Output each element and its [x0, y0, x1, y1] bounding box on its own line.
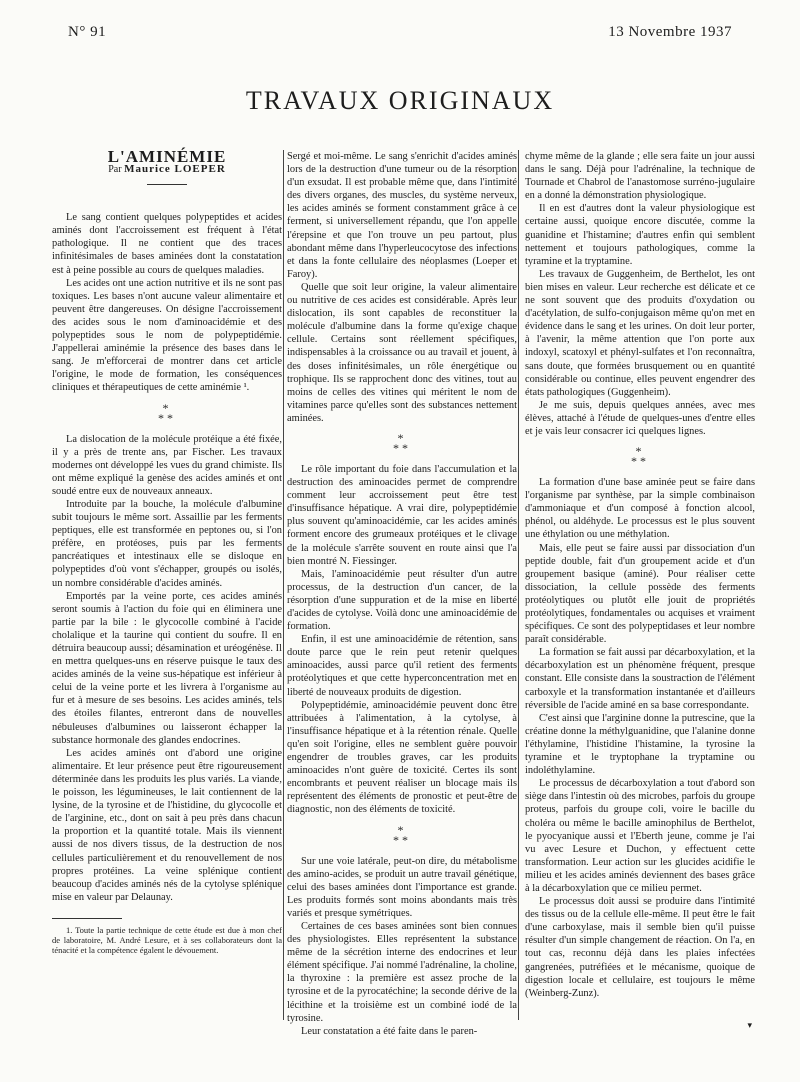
paragraph: Sergé et moi-même. Le sang s'enrichit d'acides aminés lors de la destruction d'une tumeur ou de la résorption d'un exsudat. Il est probable même que, dans l'intimité des divers organes, des muscles, du système nerveux, les acides aminés se forment constamment grâce à ce ferment, si universellement répandu, que l'on appelle l'érepsine et que l'on trouve un peu partout, plus abondant même dans l'hyperleucocytose des infections et dans la fonte cellulaire des néoplasmes (Loeper et Faroy).	[287, 151, 517, 280]
separator-star-top: *	[397, 430, 407, 445]
section-separator	[287, 822, 517, 847]
paragraph: Les travaux de Guggenheim, de Berthelot, les ont bien mises en valeur. Leur recherche est délicate et ce ne sont souvent que des produits d'oxydation ou d'acétylation, de sulfo-conjugaison même qu'on met en évidence dans le sang et les urines. On doit leur porter, à l'avenir, la même attention que l'on porte aux indoxyl, scatoxyl et phényl-sulfates et l'on reconnaîtra, sans doute, que formées brusquement ou en quantité considérable ou continue, elles peuvent engendrer des états pathologiques (Guggenheim).	[525, 268, 755, 398]
column-2	[287, 150, 517, 1038]
paragraph: Emportés par la veine porte, ces acides aminés seront soumis à l'action du foie qui en éliminera une partie par la bile : le glycocolle combiné à l'acide cholalique et la taurine qui contient du soufre. Il en détruira beaucoup aussi; désamination et uréogénèse. Il en mettra quelques-uns en réserve puisque le taux des acides aminés de la veine sus-hépatique est inférieur à celui de la veine porte et les livrera à l'organisme au fur et à mesure de ses besoins. Les acides aminés, tels des étoiles filantes, entreront dans de nouvelles nébuleuses d'albumines ou laisseront échapper la substance hormonale des glandes endocrines.	[52, 590, 282, 746]
paragraph: La formation se fait aussi par décarboxylation, et la décarboxylation est un phénomène fréquent, presque constant. Elle consiste dans la soustraction de l'élément carboxyle et la transformation instantanée et d'ailleurs réversible de l'acide aminé en sa base correspondante.	[525, 647, 755, 711]
paragraph: Enfin, il est une aminoacidémie de rétention, sans doute parce que le rein peut retenir quelques aminoacides, aussi parce qu'il retient des ferments protéolytiques et que cette hyperconcentration met en liberté de nouveaux produits de digestion.	[287, 634, 517, 698]
separator-star-bottom: **	[393, 440, 411, 455]
byline-prefix: Par	[108, 164, 122, 176]
paragraph: Mais, elle peut se faire aussi par dissociation d'un peptide double, fait d'un groupement acide et d'un groupement basique (aminé). Pour réaliser cette dissociation, la cellule possède des ferments protéolytiques ou plutôt elle jouit de propriétés protéolytiques, fondamentales ou acquises et vraiment spécifiques. Ce sont des polypeptidases et leur nombre paraît considérable.	[525, 542, 755, 646]
footnote-rule	[52, 918, 122, 919]
separator-star-bottom: **	[393, 832, 411, 847]
author-name: Maurice LOEPER	[124, 163, 226, 176]
paragraph: Le processus doit aussi se produire dans l'intimité des tissus ou de la cellule elle-même. Il peut être le fait d'une carboxylase, mais il semble bien qu'il puisse résulter d'un simple changement de réaction. On l'a, en tout cas, reconnu déjà dans les plaies infectées gangrenées, putréfiées et le mécanisme, quoique de digestion locale et cellulaire, est toujours le même (Weinberg-Zunz).	[525, 896, 755, 999]
footnote: 1. Toute la partie technique de cette étude est due à mon chef de laboratoire, M. André Lesure, et à ses collaborateurs dont la ténacité et la compétence égalent le dévouement.	[52, 924, 282, 955]
separator-star-top: *	[397, 822, 407, 837]
separator-star-bottom: **	[158, 410, 176, 425]
paragraph: Mais, l'aminoacidémie peut résulter d'un autre processus, de la destruction d'un cancer, de la résorption d'une suppuration et de la mise en liberté d'acides de cytolyse. Voilà donc une aminoacidémie de formation.	[287, 568, 517, 633]
section-title: TRAVAUX ORIGINAUX	[245, 86, 555, 115]
paragraph: Le rôle important du foie dans l'accumulation et la destruction des aminoacides permet de comprendre comment leur accroissement peut être test d'insuffisance hépatique. A vrai dire, polypeptidémie plus souvent qu'aminoacidémie, car les acides aminés forment encore des grumeaux protéiques et le clivage de la molécule s'arrête souvent en route ainsi que l'a bien montré N. Fiessinger.	[287, 463, 517, 567]
issue-number: N° 91	[68, 24, 107, 40]
title-rule	[147, 184, 187, 185]
paragraph: Les acides aminés ont d'abord une origine alimentaire. Et leur présence peut être rigoureusement déterminée dans les produits les plus variés. La viande, le poisson, les légumineuses, le lait contiennent de la lysine, de la tyrosine et de l'histidine, du glycocolle et de l'arginine, etc., dont on sait à peu près dans chacun la proportion et la quantité totale. Mais ils viennent aussi de nos divers tissus, de la destruction de nos cellules particulièrement et du renouvellement de nos propres protéines. La veine splénique contient beaucoup d'acides aminés nés de la cytolyse splénique mise en valeur par Delaunay.	[52, 747, 282, 903]
column-divider-right	[518, 150, 519, 1020]
separator-star-top: *	[162, 400, 172, 415]
article-title: L'AMINÉMIE	[107, 147, 227, 166]
paragraph: Quelle que soit leur origine, la valeur alimentaire ou nutritive de ces acides est considérable. Après leur dislocation, ils sont capables de reconstituer la molécule d'albumine dans la forme qu'exige chaque cellule. Certains sont réellement spécifiques, indispensables à la croissance ou au travail et jouent, à des doses infinitésimales, un rôle énergétique ou trophique. Ils se rapprochent donc des vitines, tout au moins de celles des vitines qui méritent le nom de vitamines parce qu'elles sont des substances nettement aminées.	[287, 281, 517, 424]
paragraph: Sur une voie latérale, peut-on dire, du métabolisme des amino-acides, se produit un autre travail génétique, celui des bases aminées dont l'importance est grande. Les produits formés sont moins abondants mais très variés et presque symétriques.	[287, 855, 517, 919]
paragraph: Il en est d'autres dont la valeur physiologique est certaine aussi, quoique encore discutée, comme la guanidine et l'histamine; d'autres enfin qui semblent nettement et toujours pathologiques, comme la tyramine et la tryptamine.	[525, 203, 755, 267]
paragraph: Le processus de décarboxylation a tout d'abord son siège dans l'intestin où des microbes, parfois du groupe proteus, parfois du groupe coli, voire le bacille du choléra ou même le bacille aminophilus de Berthelot, le pyocyanique aussi et l'Eberth jeune, comme je l'ai vu avec Lesure et Duchon, y effectuent cette transformation. Leur action sur les glucides acidifie le milieu et les acides aminés deviennent des bases grâce à la décarboxylation que ce milieu permet.	[525, 778, 755, 894]
paragraph: Introduite par la bouche, la molécule d'albumine subit toujours le même sort. Assaillie par les ferments peptiques, elle est transformée en peptones ou, si l'on préfère, en protéoses, puis par les ferments pancréatiques et intestinaux elle se disloque en polypeptides d'où vont s'échapper, groupés ou isolés, un nombre considérable d'acides aminés.	[52, 498, 282, 589]
paragraph: Leur constatation a été faite dans le paren-	[301, 1025, 478, 1037]
paragraph: Je me suis, depuis quelques années, avec mes élèves, attaché à l'étude de quelques-unes d'entre elles et je vais leur consacrer ici quelques lignes.	[525, 399, 755, 437]
paragraph: Polypeptidémie, aminoacidémie peuvent donc être attribuées à l'alimentation, à la cytolyse, à l'insuffisance hépatique et à la rétention rénale. Quelle qu'en soit l'origine, elles ne semblent guère pouvoir engendrer de troubles graves, car les produits aminoacides n'ont guère de toxicité. Certes ils sont encombrants et peuvent réaliser un blocage mais ils représentent des éléments de pronostic et peut-être de diagnostic, non des éléments de toxicité.	[287, 699, 517, 816]
issue-date: 13 Novembre 1937	[608, 24, 732, 40]
column-divider-left	[283, 150, 284, 1020]
separator-star-bottom: **	[631, 454, 649, 469]
paragraph: Le sang contient quelques polypeptides et acides aminés dont l'accroissement est fréquent à l'état pathologique. Il ne contient que des traces infinitésimales de bases aminées dont la constatation est à peine possible au cours de quelques maladies.	[52, 212, 282, 276]
byline	[52, 163, 282, 176]
section-separator	[52, 400, 282, 425]
section-separator	[287, 430, 517, 455]
paragraph: C'est ainsi que l'arginine donne la putrescine, que la créatine donne la méthylguanidine, que l'alanine donne l'éthylamine, l'histidine l'histamine, la tyrosine la tyramine et le tryptophane la tryptamine ou indoléthylamine.	[525, 712, 755, 777]
section-separator	[525, 444, 755, 469]
column-1	[52, 147, 282, 955]
separator-star-top: *	[635, 444, 645, 459]
paragraph: Les acides ont une action nutritive et ils ne sont pas toxiques. Les bases n'ont aucune valeur alimentaire et peuvent être dangereuses. On désigne l'accroissement des acides sous le nom d'aminoacidémie et des polypeptides sous le nom de polypeptidémie. J'appellerai aminémie la présence des bases dans le sang. Je m'efforcerai de montrer dans cet article l'origine, le mode de formation, les conséquences cliniques et thérapeutiques de cette aminémie ¹.	[52, 277, 282, 394]
paragraph: chyme même de la glande ; elle sera faite un jour aussi dans le sang. Déjà pour l'adrénaline, la technique de Tournade et Chabrol de l'anastomose surréno-jugulaire en a donné la démonstration physiologique.	[525, 151, 755, 202]
page-mark: ▾	[747, 1020, 752, 1030]
paragraph: La dislocation de la molécule protéique a été fixée, il y a près de trente ans, par Fischer. Les travaux modernes ont développé les vues du grand chimiste. Ils ont même expliqué la genèse des acides aminés et ont soudé entre eux de nouveaux anneaux.	[52, 433, 282, 497]
paragraph: Certaines de ces bases aminées sont bien connues des physiologistes. Elles représentent la substance même de la sécrétion interne des endocrines et leur élément spécifique. J'ai nommé l'adrénaline, la choline, la thyroxine : la première est assez proche de la tyrosine et de la pyrocatéchine; la seconde dérive de la lécithine et la troisième est un combiné iodé de la tyrosine.	[287, 920, 517, 1024]
column-3	[525, 150, 755, 1000]
paragraph: La formation d'une base aminée peut se faire dans l'organisme par synthèse, par la simple combinaison d'ammoniaque et d'un composé à fonction alcool, phénol, ou aldéhyde. Le processus est le plus souvent une éthylation ou une méthylation.	[525, 477, 755, 541]
